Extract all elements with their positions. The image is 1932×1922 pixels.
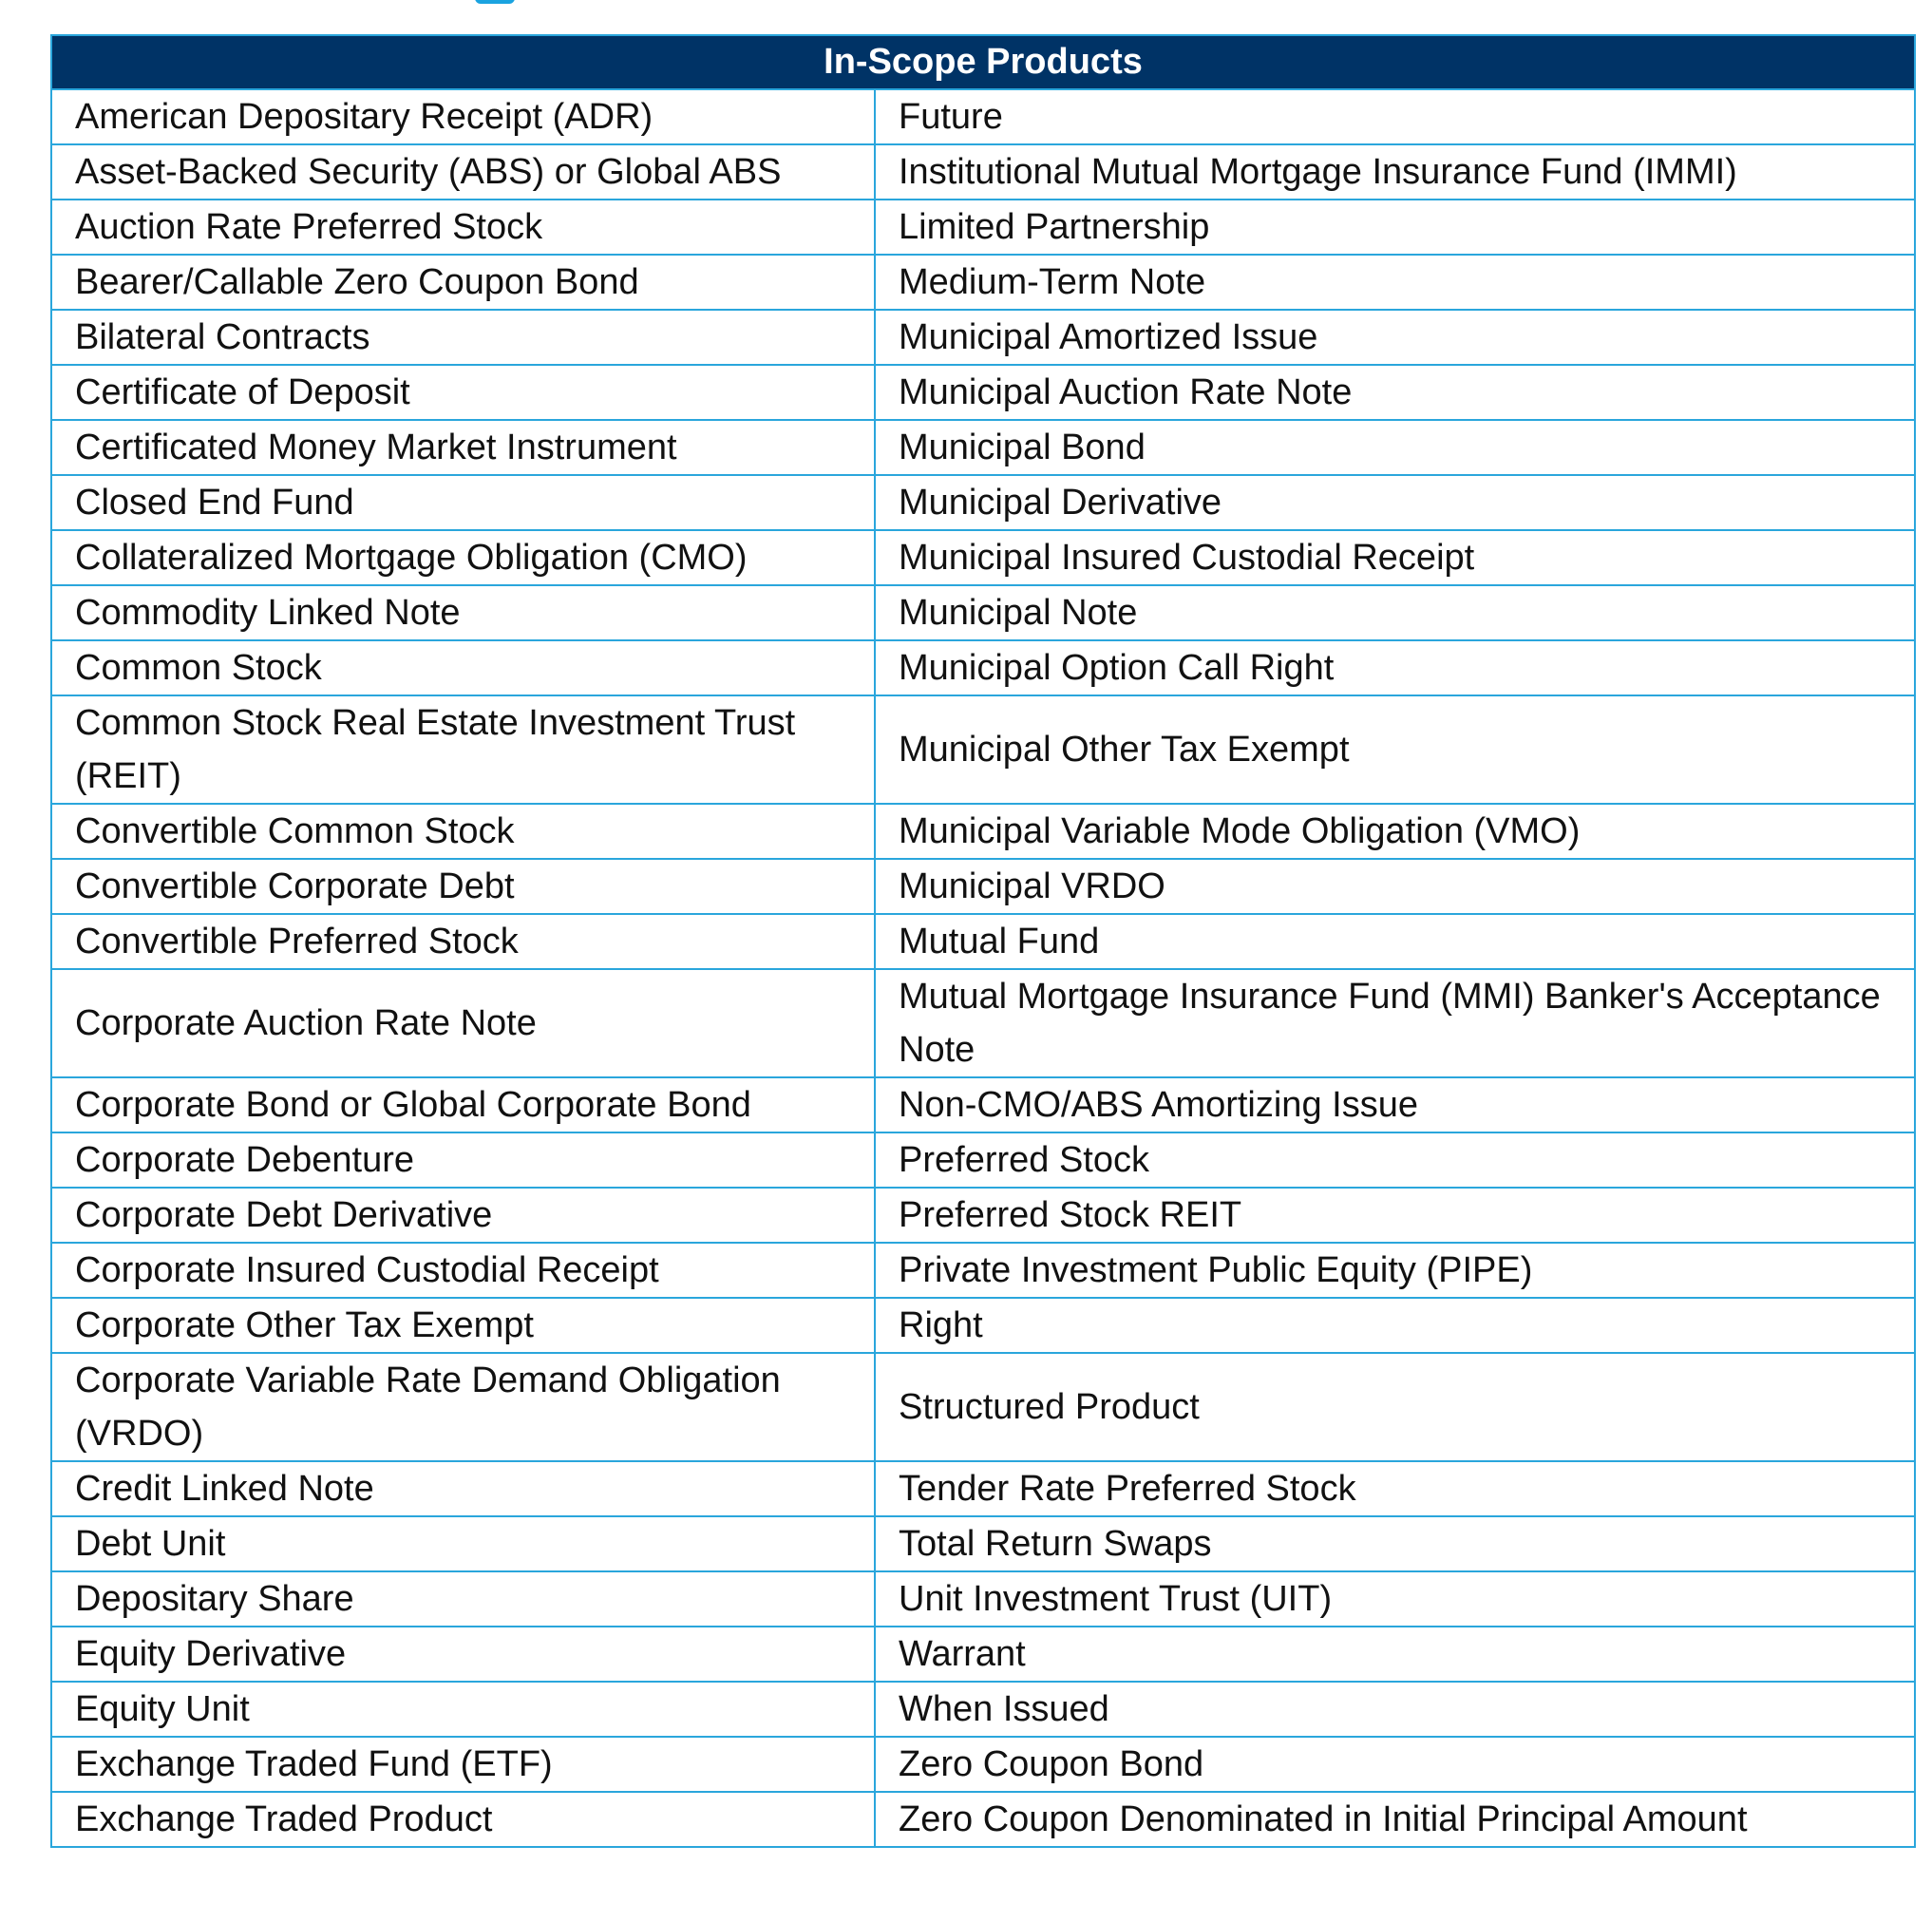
in-scope-products-table	[50, 34, 1916, 1848]
product-cell-right: Municipal Amortized Issue	[875, 310, 1915, 365]
table-body	[51, 89, 1915, 1847]
product-cell-right: Right	[875, 1298, 1915, 1353]
product-cell-left: Corporate Variable Rate Demand Obligation (VRDO)	[51, 1353, 875, 1461]
product-cell-left: Closed End Fund	[51, 475, 875, 530]
product-cell-left: Convertible Common Stock	[51, 804, 875, 859]
product-cell-left: Corporate Bond or Global Corporate Bond	[51, 1077, 875, 1132]
table-row	[51, 1353, 1915, 1461]
table-row	[51, 89, 1915, 144]
table-row	[51, 640, 1915, 695]
table-row	[51, 585, 1915, 640]
table-row	[51, 530, 1915, 585]
table-row	[51, 310, 1915, 365]
product-cell-right: Warrant	[875, 1627, 1915, 1682]
product-cell-left: Credit Linked Note	[51, 1461, 875, 1516]
product-cell-right: When Issued	[875, 1682, 1915, 1737]
product-cell-left: Bearer/Callable Zero Coupon Bond	[51, 255, 875, 310]
product-cell-right: Municipal Option Call Right	[875, 640, 1915, 695]
product-cell-left: Equity Unit	[51, 1682, 875, 1737]
table-row	[51, 1627, 1915, 1682]
product-cell-left: Corporate Debenture	[51, 1132, 875, 1188]
table-row	[51, 1792, 1915, 1847]
product-cell-left: Corporate Other Tax Exempt	[51, 1298, 875, 1353]
product-cell-left: Corporate Auction Rate Note	[51, 969, 875, 1077]
product-cell-right: Unit Investment Trust (UIT)	[875, 1571, 1915, 1627]
product-cell-left: Equity Derivative	[51, 1627, 875, 1682]
table-row	[51, 200, 1915, 255]
table-row	[51, 420, 1915, 475]
table-row	[51, 1298, 1915, 1353]
product-cell-right: Municipal Other Tax Exempt	[875, 695, 1915, 804]
table-row	[51, 255, 1915, 310]
table-row	[51, 914, 1915, 969]
product-cell-left: Debt Unit	[51, 1516, 875, 1571]
product-cell-left: Auction Rate Preferred Stock	[51, 200, 875, 255]
table-row	[51, 1571, 1915, 1627]
product-cell-right: Institutional Mutual Mortgage Insurance Fund (IMMI)	[875, 144, 1915, 200]
table-row	[51, 1132, 1915, 1188]
product-cell-left: Certificate of Deposit	[51, 365, 875, 420]
product-cell-left: Convertible Corporate Debt	[51, 859, 875, 914]
table-row	[51, 1737, 1915, 1792]
product-cell-right: Municipal Auction Rate Note	[875, 365, 1915, 420]
product-cell-right: Non-CMO/ABS Amortizing Issue	[875, 1077, 1915, 1132]
product-cell-right: Zero Coupon Denominated in Initial Principal Amount	[875, 1792, 1915, 1847]
heading-fragment	[475, 0, 515, 4]
table-row	[51, 1077, 1915, 1132]
product-cell-right: Municipal Derivative	[875, 475, 1915, 530]
product-cell-right: Zero Coupon Bond	[875, 1737, 1915, 1792]
product-cell-left: American Depositary Receipt (ADR)	[51, 89, 875, 144]
product-cell-right: Mutual Mortgage Insurance Fund (MMI) Banker's Acceptance Note	[875, 969, 1915, 1077]
product-cell-left: Certificated Money Market Instrument	[51, 420, 875, 475]
product-cell-left: Exchange Traded Fund (ETF)	[51, 1737, 875, 1792]
product-cell-left: Convertible Preferred Stock	[51, 914, 875, 969]
product-cell-left: Asset-Backed Security (ABS) or Global ABS	[51, 144, 875, 200]
product-cell-right: Municipal Insured Custodial Receipt	[875, 530, 1915, 585]
product-cell-right: Structured Product	[875, 1353, 1915, 1461]
product-cell-left: Collateralized Mortgage Obligation (CMO)	[51, 530, 875, 585]
table-row	[51, 1682, 1915, 1737]
table-row	[51, 859, 1915, 914]
product-cell-right: Future	[875, 89, 1915, 144]
table-header: In-Scope Products	[51, 35, 1915, 89]
product-cell-right: Preferred Stock	[875, 1132, 1915, 1188]
product-cell-right: Preferred Stock REIT	[875, 1188, 1915, 1243]
product-cell-right: Limited Partnership	[875, 200, 1915, 255]
product-cell-right: Municipal Bond	[875, 420, 1915, 475]
product-cell-left: Commodity Linked Note	[51, 585, 875, 640]
table-row	[51, 1461, 1915, 1516]
table-row	[51, 1243, 1915, 1298]
product-cell-left: Common Stock Real Estate Investment Trust (REIT)	[51, 695, 875, 804]
product-cell-left: Depositary Share	[51, 1571, 875, 1627]
product-cell-left: Exchange Traded Product	[51, 1792, 875, 1847]
table-row	[51, 695, 1915, 804]
product-cell-right: Mutual Fund	[875, 914, 1915, 969]
product-cell-right: Tender Rate Preferred Stock	[875, 1461, 1915, 1516]
table-row	[51, 1516, 1915, 1571]
table-row	[51, 1188, 1915, 1243]
product-cell-right: Municipal VRDO	[875, 859, 1915, 914]
table-header-row	[51, 35, 1915, 89]
product-cell-right: Municipal Note	[875, 585, 1915, 640]
product-cell-left: Corporate Debt Derivative	[51, 1188, 875, 1243]
product-cell-right: Private Investment Public Equity (PIPE)	[875, 1243, 1915, 1298]
product-cell-left: Bilateral Contracts	[51, 310, 875, 365]
product-cell-left: Common Stock	[51, 640, 875, 695]
product-cell-right: Medium-Term Note	[875, 255, 1915, 310]
product-cell-right: Municipal Variable Mode Obligation (VMO)	[875, 804, 1915, 859]
table-row	[51, 475, 1915, 530]
table-row	[51, 365, 1915, 420]
product-cell-left: Corporate Insured Custodial Receipt	[51, 1243, 875, 1298]
product-cell-right: Total Return Swaps	[875, 1516, 1915, 1571]
table-row	[51, 969, 1915, 1077]
table-row	[51, 144, 1915, 200]
table-row	[51, 804, 1915, 859]
